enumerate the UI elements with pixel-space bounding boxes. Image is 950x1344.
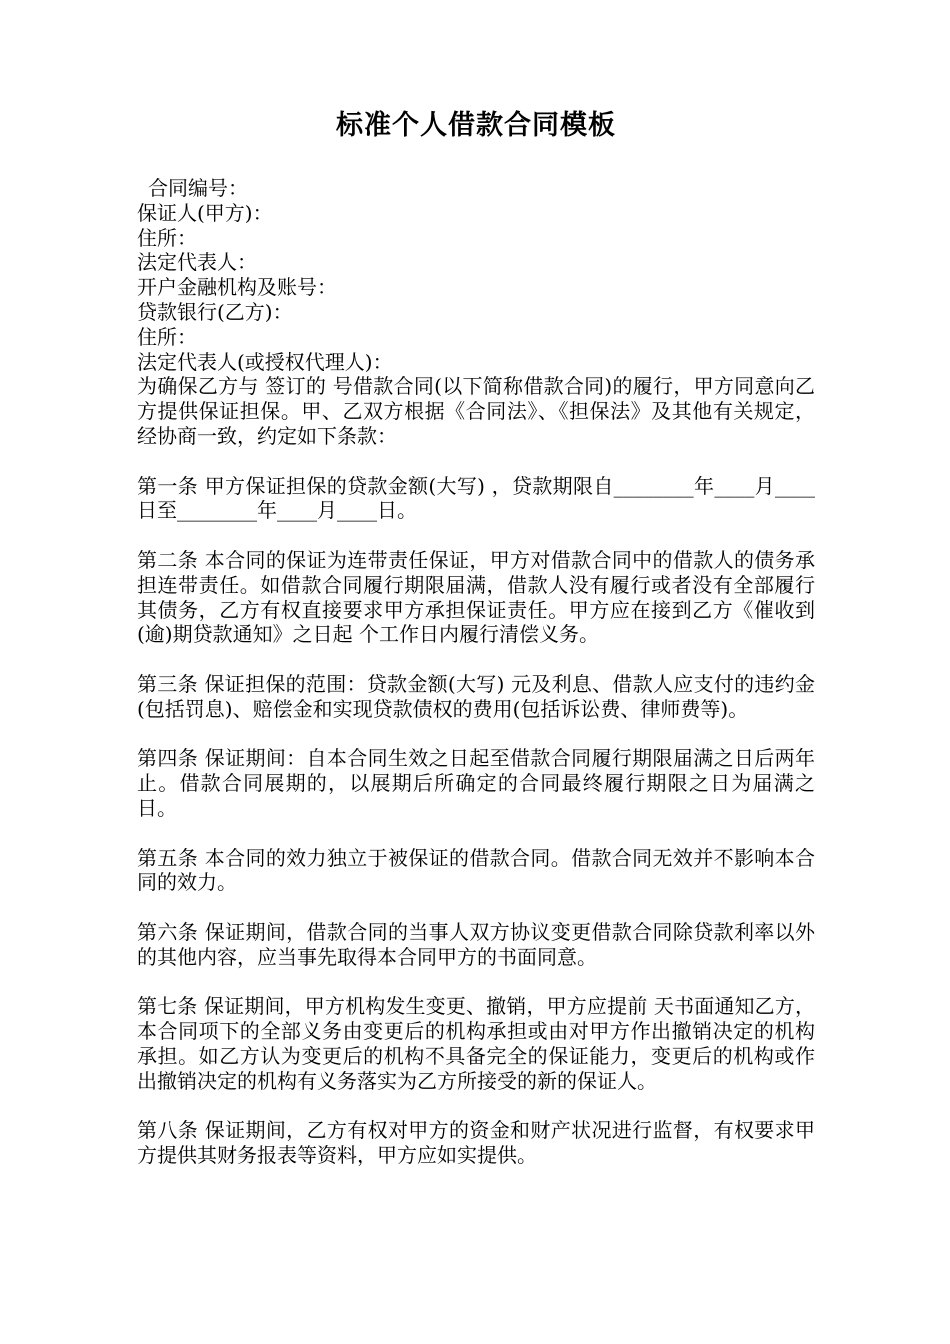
article-3: 第三条 保证担保的范围：贷款金额(大写) 元及利息、借款人应支付的违约金(包括罚息)、赔偿金和实现贷款债权的费用(包括诉讼费、律师费等)。 xyxy=(137,671,815,721)
authorized-agent-line: 法定代表人(或授权代理人)： xyxy=(137,349,393,374)
article-6: 第六条 保证期间，借款合同的当事人双方协议变更借款合同除贷款利率以外的其他内容，应当事先取得本合同甲方的书面同意。 xyxy=(137,919,815,969)
document-title: 标准个人借款合同模板 xyxy=(336,110,616,141)
article-4: 第四条 保证期间：自本合同生效之日起至借款合同履行期限届满之日后两年止。借款合同展期的，以展期后所确定的合同最终履行期限之日为届满之日。 xyxy=(137,746,815,820)
article-8: 第八条 保证期间，乙方有权对甲方的资金和财产状况进行监督，有权要求甲方提供其财务报表等资料，甲方应如实提供。 xyxy=(137,1118,815,1168)
contract-number-line: 合同编号： xyxy=(148,176,248,200)
article-5: 第五条 本合同的效力独立于被保证的借款合同。借款合同无效并不影响本合同的效力。 xyxy=(137,845,815,895)
preamble-paragraph: 为确保乙方与 签订的 号借款合同(以下简称借款合同)的履行，甲方同意向乙方提供保证担保。甲、乙双方根据《合同法》、《担保法》及其他有关规定，经协商一致，约定如下条款： xyxy=(137,374,815,448)
guarantor-address-line: 住所： xyxy=(137,225,197,250)
article-1: 第一条 甲方保证担保的贷款金额(大写) ，贷款期限自________年____月____日至________年____月____日。 xyxy=(137,473,815,523)
legal-representative-line: 法定代表人： xyxy=(137,250,257,275)
article-2: 第二条 本合同的保证为连带责任保证，甲方对借款合同中的借款人的债务承担连带责任。如借款合同履行期限届满，借款人没有履行或者没有全部履行其债务，乙方有权直接要求甲方承担保证责任。甲方应在接到乙方《催收到(逾)期贷款通知》之日起 个工作日内履行清偿义务。 xyxy=(137,547,815,647)
guarantor-line: 保证人(甲方)： xyxy=(137,200,273,225)
article-7: 第七条 保证期间，甲方机构发生变更、撤销，甲方应提前 天书面通知乙方，本合同项下的全部义务由变更后的机构承担或由对甲方作出撤销决定的机构承担。如乙方认为变更后的机构不具备完全的保证能力，变更后的机构或作出撤销决定的机构有义务落实为乙方所接受的新的保证人。 xyxy=(137,994,815,1093)
bank-account-line: 开户金融机构及账号： xyxy=(137,275,337,300)
contract-page xyxy=(137,100,815,1168)
lender-address-line: 住所： xyxy=(137,324,197,349)
lender-bank-line: 贷款银行(乙方)： xyxy=(137,299,293,324)
